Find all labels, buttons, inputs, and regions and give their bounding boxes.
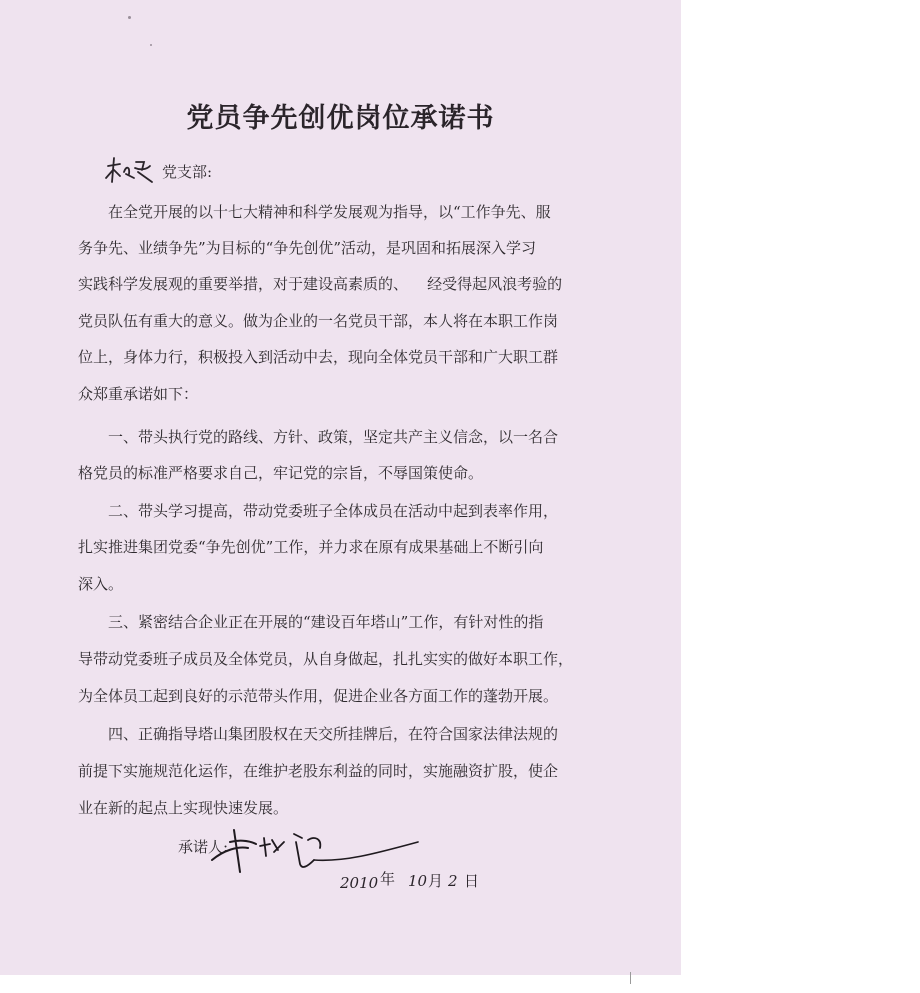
body-line: 扎实推进集团党委“争先创优”工作，并力求在原有成果基础上不断引向 xyxy=(78,538,544,556)
scan-edge-mark xyxy=(630,972,631,984)
handwritten-date xyxy=(340,868,490,896)
scan-speck xyxy=(150,44,152,46)
svg-text:10: 10 xyxy=(408,872,428,890)
handwritten-salutation xyxy=(104,152,156,188)
body-line: 务争先、业绩争先”为目标的“争先创优”活动，是巩固和拓展深入学习 xyxy=(78,239,537,257)
body-line: 格党员的标准严格要求自己，牢记党的宗旨，不辱国策使命。 xyxy=(78,464,484,482)
body-line: 党员队伍有重大的意义。做为企业的一名党员干部，本人将在本职工作岗 xyxy=(78,312,559,330)
signer-label: 承诺人: xyxy=(178,838,229,856)
body-line: 二、带头学习提高，带动党委班子全体成员在活动中起到表率作用， xyxy=(108,502,559,520)
body-line: 一、带头执行党的路线、方针、政策，坚定共产主义信念，以一名合 xyxy=(108,428,559,446)
body-line: 深入。 xyxy=(78,575,124,593)
body-line: 三、紧密结合企业正在开展的“建设百年塔山”工作，有针对性的指 xyxy=(108,613,544,631)
body-line: 导带动党委班子成员及全体党员，从自身做起，扎扎实实的做好本职工作， xyxy=(78,650,574,668)
svg-text:2010: 2010 xyxy=(340,874,379,892)
document-title: 党员争先创优岗位承诺书 xyxy=(186,103,495,134)
body-line: 四、正确指导塔山集团股权在天交所挂牌后，在符合国家法律法规的 xyxy=(108,725,559,743)
svg-text:年: 年 xyxy=(380,870,396,888)
body-line: 位上，身体力行，积极投入到活动中去，现向全体党员干部和广大职工群 xyxy=(78,348,559,366)
body-line: 众郑重承诺如下： xyxy=(78,385,199,403)
body-line: 实践科学发展观的重要举措，对于建设高素质的、 经受得起风浪考验的 xyxy=(78,275,563,293)
svg-text:月: 月 xyxy=(428,872,444,890)
svg-text:2: 2 xyxy=(448,872,458,890)
salutation-text: 党支部: xyxy=(162,163,213,181)
svg-text:日: 日 xyxy=(464,872,480,890)
scan-speck xyxy=(128,16,131,19)
body-line: 业在新的起点上实现快速发展。 xyxy=(78,799,289,817)
body-line: 为全体员工起到良好的示范带头作用，促进企业各方面工作的蓬勃开展。 xyxy=(78,687,559,705)
body-line: 前提下实施规范化运作，在维护老股东利益的同时，实施融资扩股，使企 xyxy=(78,762,559,780)
body-line: 在全党开展的以十七大精神和科学发展观为指导，以“工作争先、服 xyxy=(108,203,551,221)
